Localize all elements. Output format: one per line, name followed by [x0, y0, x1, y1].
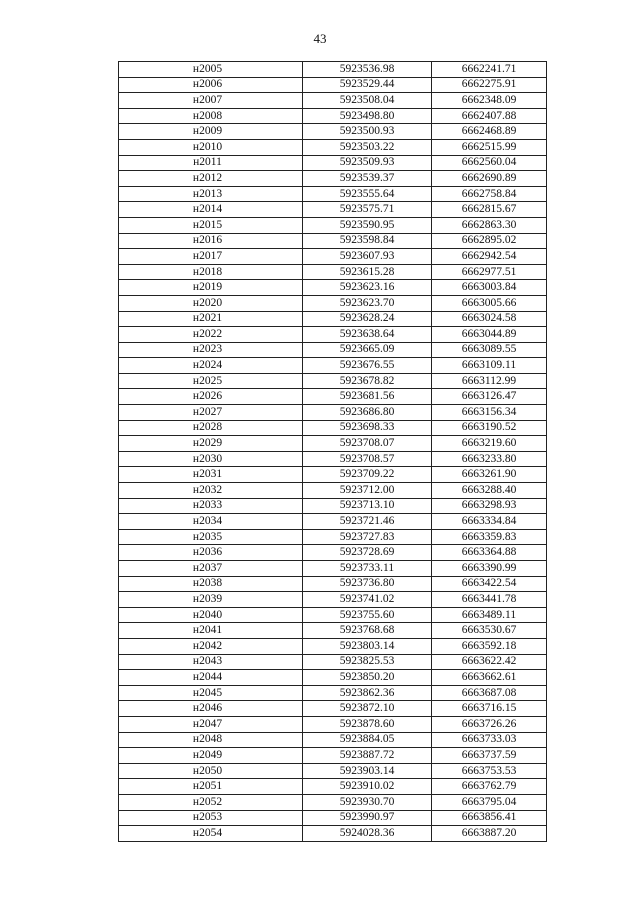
y-coordinate-cell: 6663687.08 — [432, 685, 547, 701]
point-id-cell: н2043 — [119, 654, 303, 670]
table-row — [119, 139, 547, 155]
table-row — [119, 373, 547, 389]
table-row — [119, 451, 547, 467]
point-id-cell: н2040 — [119, 607, 303, 623]
x-coordinate-cell: 5923508.04 — [303, 93, 432, 109]
table-row — [119, 701, 547, 717]
table-row — [119, 202, 547, 218]
point-id-cell: н2005 — [119, 62, 303, 78]
y-coordinate-cell: 6663156.34 — [432, 405, 547, 421]
table-row — [119, 62, 547, 78]
point-id-cell: н2053 — [119, 810, 303, 826]
point-id-cell: н2050 — [119, 763, 303, 779]
point-id-cell: н2054 — [119, 826, 303, 842]
x-coordinate-cell: 5924028.36 — [303, 826, 432, 842]
table-row — [119, 654, 547, 670]
y-coordinate-cell: 6662348.09 — [432, 93, 547, 109]
y-coordinate-cell: 6663044.89 — [432, 327, 547, 343]
x-coordinate-cell: 5923862.36 — [303, 685, 432, 701]
y-coordinate-cell: 6662863.30 — [432, 217, 547, 233]
table-row — [119, 342, 547, 358]
point-id-cell: н2007 — [119, 93, 303, 109]
y-coordinate-cell: 6663489.11 — [432, 607, 547, 623]
x-coordinate-cell: 5923628.24 — [303, 311, 432, 327]
y-coordinate-cell: 6662468.89 — [432, 124, 547, 140]
point-id-cell: н2034 — [119, 514, 303, 530]
x-coordinate-cell: 5923665.09 — [303, 342, 432, 358]
y-coordinate-cell: 6663359.83 — [432, 529, 547, 545]
table-row — [119, 327, 547, 343]
table-row — [119, 311, 547, 327]
point-id-cell: н2018 — [119, 264, 303, 280]
x-coordinate-cell: 5923536.98 — [303, 62, 432, 78]
table-row — [119, 93, 547, 109]
x-coordinate-cell: 5923638.64 — [303, 327, 432, 343]
point-id-cell: н2049 — [119, 748, 303, 764]
x-coordinate-cell: 5923555.64 — [303, 186, 432, 202]
y-coordinate-cell: 6662895.02 — [432, 233, 547, 249]
y-coordinate-cell: 6663762.79 — [432, 779, 547, 795]
table-row — [119, 810, 547, 826]
point-id-cell: н2042 — [119, 638, 303, 654]
point-id-cell: н2037 — [119, 561, 303, 577]
table-row — [119, 607, 547, 623]
x-coordinate-cell: 5923575.71 — [303, 202, 432, 218]
y-coordinate-cell: 6663622.42 — [432, 654, 547, 670]
table-row — [119, 171, 547, 187]
y-coordinate-cell: 6663662.61 — [432, 670, 547, 686]
x-coordinate-cell: 5923509.93 — [303, 155, 432, 171]
x-coordinate-cell: 5923607.93 — [303, 249, 432, 265]
point-id-cell: н2028 — [119, 420, 303, 436]
table-row — [119, 264, 547, 280]
point-id-cell: н2015 — [119, 217, 303, 233]
y-coordinate-cell: 6663441.78 — [432, 592, 547, 608]
table-row — [119, 420, 547, 436]
table-row — [119, 498, 547, 514]
y-coordinate-cell: 6663887.20 — [432, 826, 547, 842]
coordinates-table — [118, 61, 547, 842]
y-coordinate-cell: 6663109.11 — [432, 358, 547, 374]
point-id-cell: н2051 — [119, 779, 303, 795]
point-id-cell: н2045 — [119, 685, 303, 701]
x-coordinate-cell: 5923698.33 — [303, 420, 432, 436]
point-id-cell: н2017 — [119, 249, 303, 265]
table-row — [119, 483, 547, 499]
y-coordinate-cell: 6663233.80 — [432, 451, 547, 467]
point-id-cell: н2019 — [119, 280, 303, 296]
table-row — [119, 155, 547, 171]
x-coordinate-cell: 5923708.07 — [303, 436, 432, 452]
point-id-cell: н2011 — [119, 155, 303, 171]
x-coordinate-cell: 5923872.10 — [303, 701, 432, 717]
y-coordinate-cell: 6663422.54 — [432, 576, 547, 592]
y-coordinate-cell: 6662241.71 — [432, 62, 547, 78]
y-coordinate-cell: 6662977.51 — [432, 264, 547, 280]
point-id-cell: н2021 — [119, 311, 303, 327]
point-id-cell: н2012 — [119, 171, 303, 187]
x-coordinate-cell: 5923728.69 — [303, 545, 432, 561]
y-coordinate-cell: 6663592.18 — [432, 638, 547, 654]
table-row — [119, 592, 547, 608]
point-id-cell: н2039 — [119, 592, 303, 608]
x-coordinate-cell: 5923736.80 — [303, 576, 432, 592]
y-coordinate-cell: 6662690.89 — [432, 171, 547, 187]
x-coordinate-cell: 5923910.02 — [303, 779, 432, 795]
y-coordinate-cell: 6663530.67 — [432, 623, 547, 639]
x-coordinate-cell: 5923709.22 — [303, 467, 432, 483]
point-id-cell: н2030 — [119, 451, 303, 467]
point-id-cell: н2026 — [119, 389, 303, 405]
x-coordinate-cell: 5923500.93 — [303, 124, 432, 140]
table-row — [119, 280, 547, 296]
x-coordinate-cell: 5923712.00 — [303, 483, 432, 499]
x-coordinate-cell: 5923990.97 — [303, 810, 432, 826]
y-coordinate-cell: 6662815.67 — [432, 202, 547, 218]
y-coordinate-cell: 6663716.15 — [432, 701, 547, 717]
table-row — [119, 108, 547, 124]
point-id-cell: н2016 — [119, 233, 303, 249]
point-id-cell: н2006 — [119, 77, 303, 93]
table-row — [119, 670, 547, 686]
table-row — [119, 295, 547, 311]
table-row — [119, 748, 547, 764]
point-id-cell: н2024 — [119, 358, 303, 374]
table-row — [119, 638, 547, 654]
point-id-cell: н2052 — [119, 794, 303, 810]
point-id-cell: н2038 — [119, 576, 303, 592]
point-id-cell: н2020 — [119, 295, 303, 311]
y-coordinate-cell: 6663298.93 — [432, 498, 547, 514]
x-coordinate-cell: 5923681.56 — [303, 389, 432, 405]
x-coordinate-cell: 5923498.80 — [303, 108, 432, 124]
y-coordinate-cell: 6663126.47 — [432, 389, 547, 405]
y-coordinate-cell: 6663003.84 — [432, 280, 547, 296]
table-row — [119, 514, 547, 530]
y-coordinate-cell: 6663288.40 — [432, 483, 547, 499]
point-id-cell: н2010 — [119, 139, 303, 155]
table-row — [119, 77, 547, 93]
x-coordinate-cell: 5923741.02 — [303, 592, 432, 608]
y-coordinate-cell: 6663737.59 — [432, 748, 547, 764]
table-row — [119, 561, 547, 577]
point-id-cell: н2047 — [119, 716, 303, 732]
y-coordinate-cell: 6663390.99 — [432, 561, 547, 577]
x-coordinate-cell: 5923755.60 — [303, 607, 432, 623]
x-coordinate-cell: 5923721.46 — [303, 514, 432, 530]
y-coordinate-cell: 6662758.84 — [432, 186, 547, 202]
x-coordinate-cell: 5923623.70 — [303, 295, 432, 311]
point-id-cell: н2041 — [119, 623, 303, 639]
y-coordinate-cell: 6663726.26 — [432, 716, 547, 732]
y-coordinate-cell: 6662275.91 — [432, 77, 547, 93]
table-row — [119, 545, 547, 561]
table-row — [119, 389, 547, 405]
point-id-cell: н2032 — [119, 483, 303, 499]
x-coordinate-cell: 5923768.68 — [303, 623, 432, 639]
x-coordinate-cell: 5923727.83 — [303, 529, 432, 545]
x-coordinate-cell: 5923708.57 — [303, 451, 432, 467]
table-row — [119, 716, 547, 732]
point-id-cell: н2022 — [119, 327, 303, 343]
table-row — [119, 826, 547, 842]
y-coordinate-cell: 6663795.04 — [432, 794, 547, 810]
table-row — [119, 763, 547, 779]
x-coordinate-cell: 5923686.80 — [303, 405, 432, 421]
y-coordinate-cell: 6663334.84 — [432, 514, 547, 530]
x-coordinate-cell: 5923598.84 — [303, 233, 432, 249]
y-coordinate-cell: 6663219.60 — [432, 436, 547, 452]
x-coordinate-cell: 5923878.60 — [303, 716, 432, 732]
table-row — [119, 779, 547, 795]
x-coordinate-cell: 5923884.05 — [303, 732, 432, 748]
x-coordinate-cell: 5923529.44 — [303, 77, 432, 93]
point-id-cell: н2014 — [119, 202, 303, 218]
point-id-cell: н2048 — [119, 732, 303, 748]
point-id-cell: н2046 — [119, 701, 303, 717]
point-id-cell: н2031 — [119, 467, 303, 483]
y-coordinate-cell: 6663089.55 — [432, 342, 547, 358]
y-coordinate-cell: 6662560.04 — [432, 155, 547, 171]
page-number: 43 — [313, 31, 327, 46]
x-coordinate-cell: 5923887.72 — [303, 748, 432, 764]
x-coordinate-cell: 5923713.10 — [303, 498, 432, 514]
point-id-cell: н2009 — [119, 124, 303, 140]
table-row — [119, 467, 547, 483]
x-coordinate-cell: 5923850.20 — [303, 670, 432, 686]
y-coordinate-cell: 6663753.53 — [432, 763, 547, 779]
point-id-cell: н2036 — [119, 545, 303, 561]
point-id-cell: н2044 — [119, 670, 303, 686]
y-coordinate-cell: 6663024.58 — [432, 311, 547, 327]
x-coordinate-cell: 5923903.14 — [303, 763, 432, 779]
coordinates-table-body — [119, 62, 547, 842]
point-id-cell: н2008 — [119, 108, 303, 124]
table-row — [119, 405, 547, 421]
table-row — [119, 249, 547, 265]
x-coordinate-cell: 5923615.28 — [303, 264, 432, 280]
y-coordinate-cell: 6662515.99 — [432, 139, 547, 155]
x-coordinate-cell: 5923825.53 — [303, 654, 432, 670]
x-coordinate-cell: 5923676.55 — [303, 358, 432, 374]
y-coordinate-cell: 6662407.88 — [432, 108, 547, 124]
table-row — [119, 685, 547, 701]
y-coordinate-cell: 6663261.90 — [432, 467, 547, 483]
y-coordinate-cell: 6663190.52 — [432, 420, 547, 436]
x-coordinate-cell: 5923803.14 — [303, 638, 432, 654]
y-coordinate-cell: 6663005.66 — [432, 295, 547, 311]
table-row — [119, 217, 547, 233]
table-row — [119, 358, 547, 374]
y-coordinate-cell: 6663856.41 — [432, 810, 547, 826]
x-coordinate-cell: 5923503.22 — [303, 139, 432, 155]
table-row — [119, 794, 547, 810]
x-coordinate-cell: 5923930.70 — [303, 794, 432, 810]
y-coordinate-cell: 6663733.03 — [432, 732, 547, 748]
table-row — [119, 529, 547, 545]
table-row — [119, 576, 547, 592]
table-row — [119, 732, 547, 748]
table-row — [119, 233, 547, 249]
table-row — [119, 124, 547, 140]
y-coordinate-cell: 6663364.88 — [432, 545, 547, 561]
x-coordinate-cell: 5923678.82 — [303, 373, 432, 389]
table-row — [119, 436, 547, 452]
point-id-cell: н2023 — [119, 342, 303, 358]
point-id-cell: н2025 — [119, 373, 303, 389]
point-id-cell: н2029 — [119, 436, 303, 452]
table-row — [119, 186, 547, 202]
x-coordinate-cell: 5923539.37 — [303, 171, 432, 187]
y-coordinate-cell: 6662942.54 — [432, 249, 547, 265]
point-id-cell: н2035 — [119, 529, 303, 545]
table-row — [119, 623, 547, 639]
x-coordinate-cell: 5923623.16 — [303, 280, 432, 296]
point-id-cell: н2027 — [119, 405, 303, 421]
y-coordinate-cell: 6663112.99 — [432, 373, 547, 389]
point-id-cell: н2013 — [119, 186, 303, 202]
x-coordinate-cell: 5923590.95 — [303, 217, 432, 233]
x-coordinate-cell: 5923733.11 — [303, 561, 432, 577]
point-id-cell: н2033 — [119, 498, 303, 514]
